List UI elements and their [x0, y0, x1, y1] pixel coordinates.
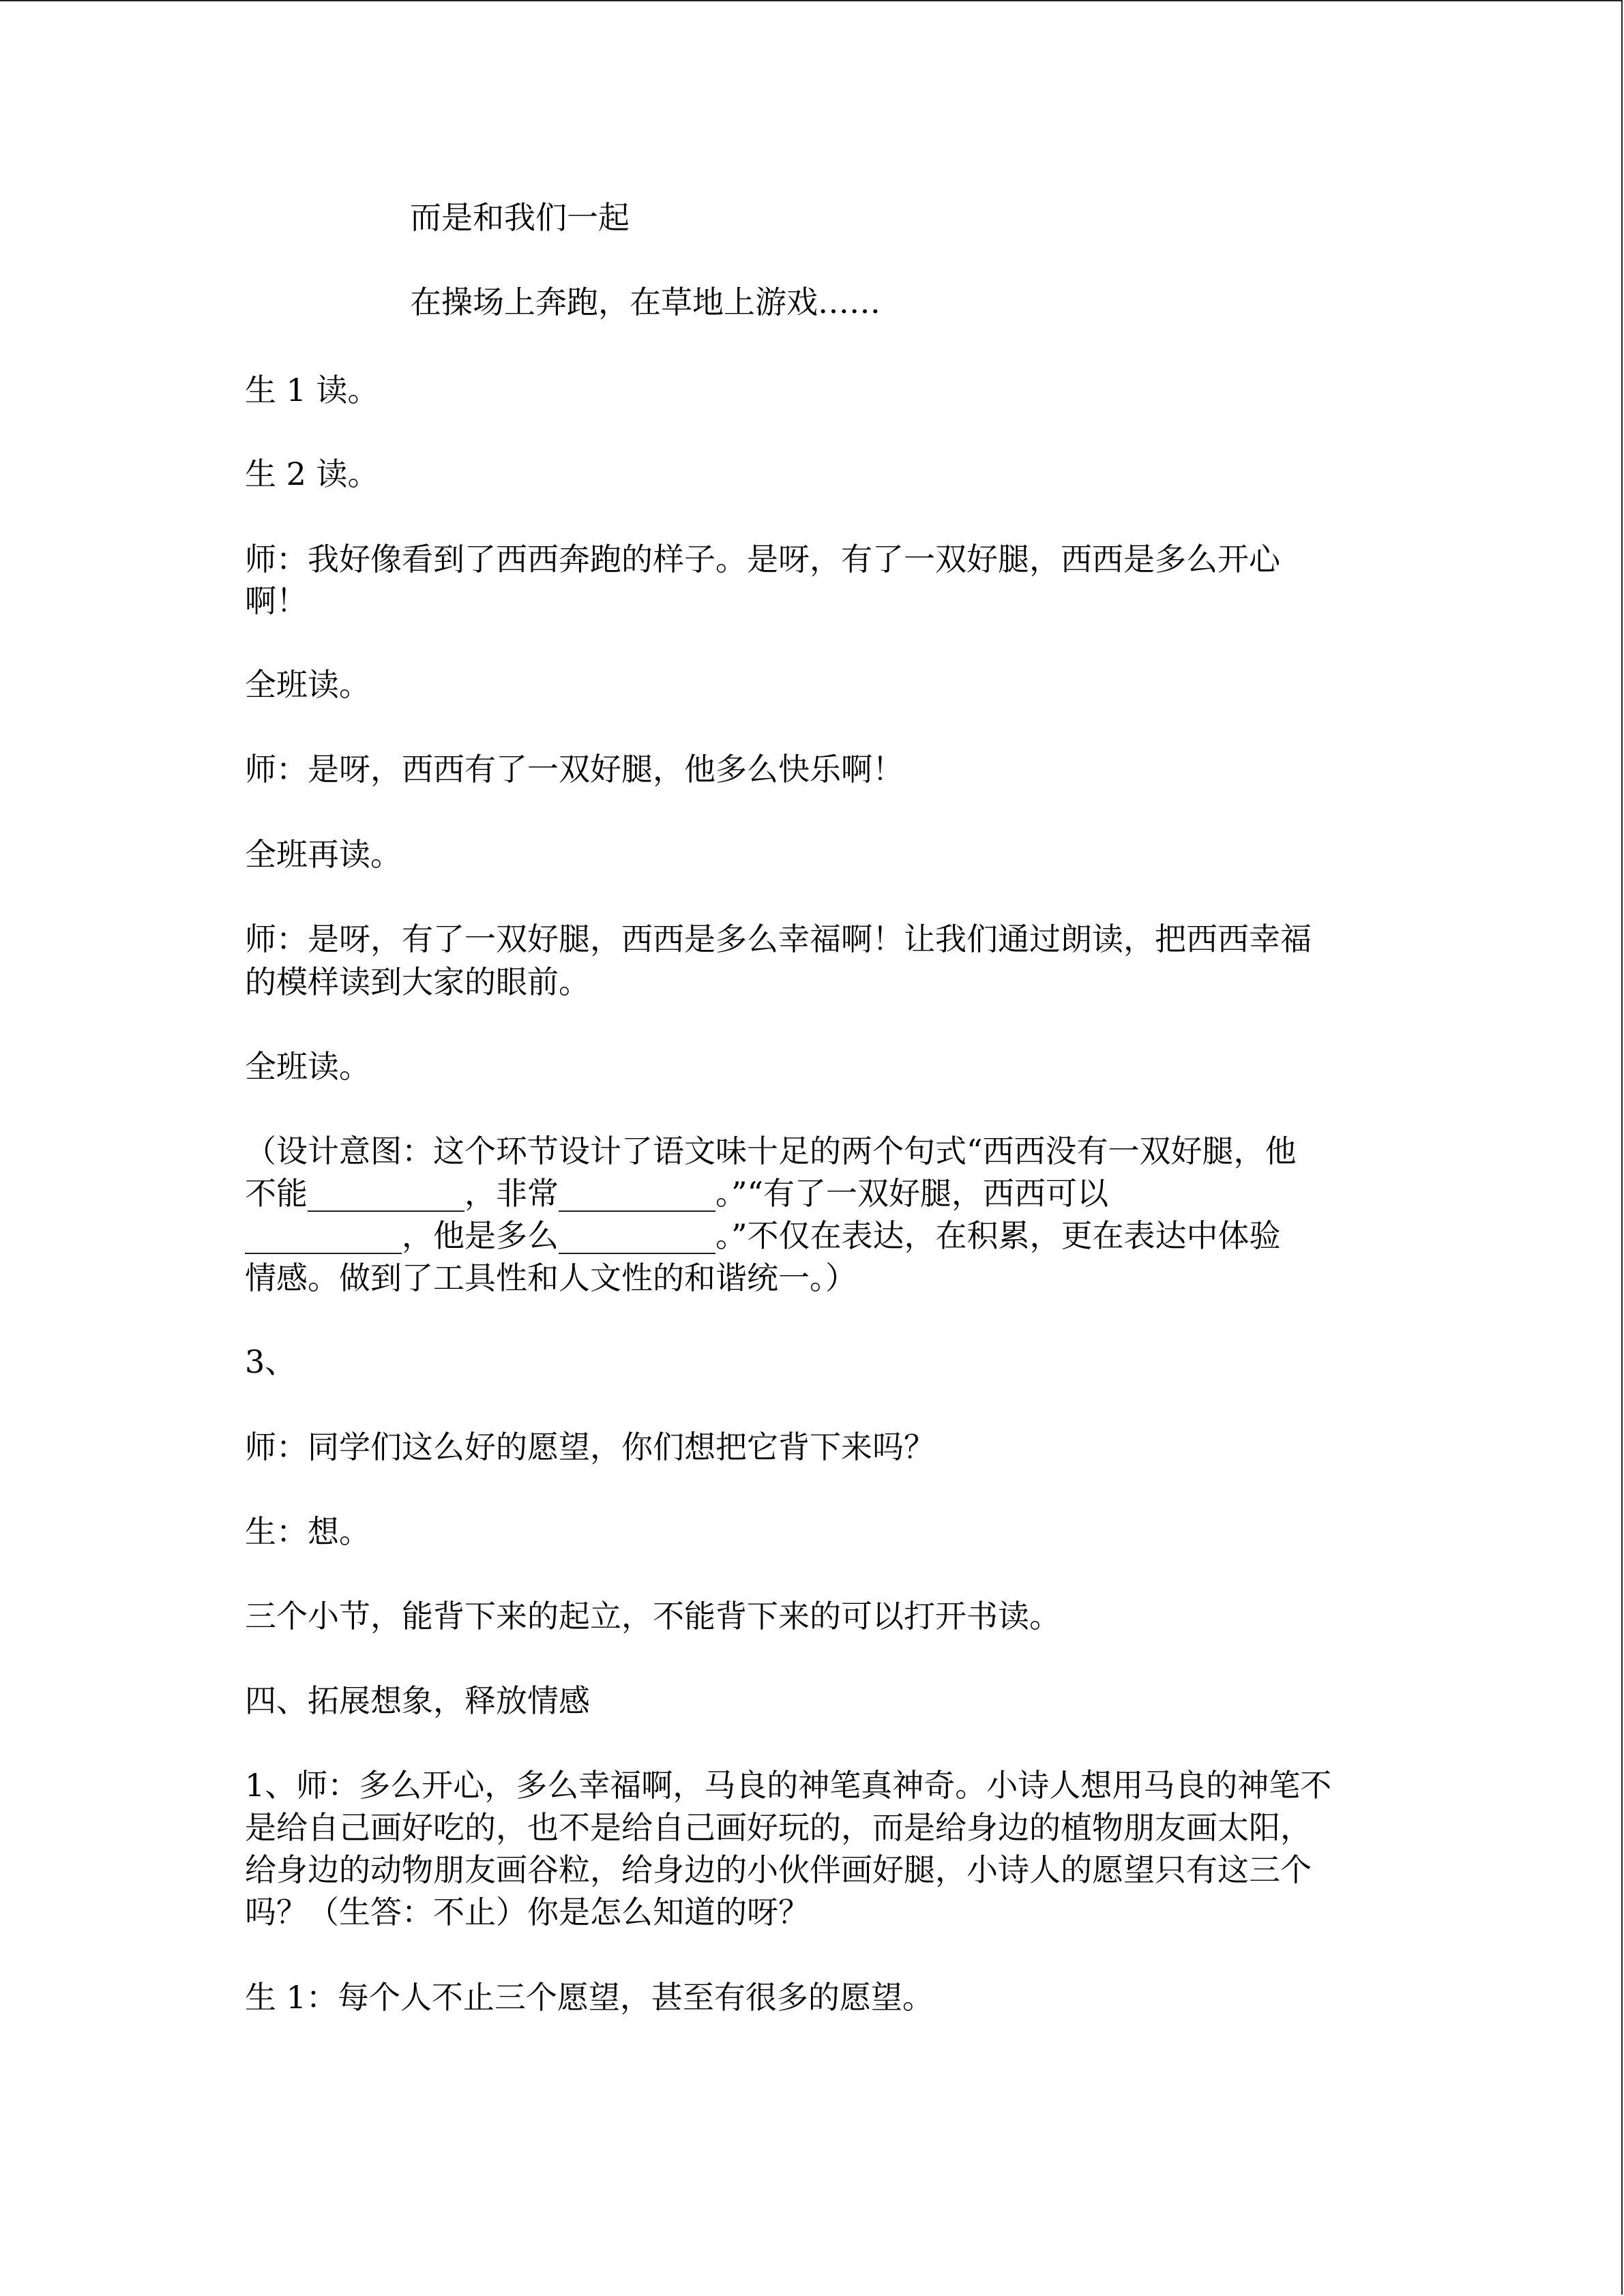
paragraph-line: 全班再读。	[245, 836, 402, 873]
paragraph-line: 的模样读到大家的眼前。	[245, 964, 590, 1000]
paragraph-line: 生 1 读。	[245, 372, 379, 408]
paragraph-line: 师：是呀，有了一双好腿，西西是多么幸福啊！让我们通过朗读，把西西幸福	[245, 921, 1312, 957]
paragraph-line: 师：我好像看到了西西奔跑的样子。是呀，有了一双好腿，西西是多么开心	[245, 541, 1280, 578]
design-intent-line: 不能__________，非常__________。”“有了一双好腿，西西可以	[245, 1175, 1109, 1212]
design-intent-line: 情感。做到了工具性和人文性的和谐统一。）	[245, 1259, 857, 1296]
section-number: 3、	[245, 1343, 297, 1380]
paragraph-line: 师：同学们这么好的愿望，你们想把它背下来吗？	[245, 1429, 935, 1465]
paragraph-line: 啊！	[245, 582, 308, 619]
design-intent-line: __________，他是多么__________。”不仅在表达，在积累，更在表达中体验	[245, 1217, 1281, 1254]
paragraph-line: 是给自己画好吃的，也不是给自己画好玩的，而是给身边的植物朋友画太阳，	[245, 1809, 1312, 1846]
paragraph-line: 给身边的动物朋友画谷粒，给身边的小伙伴画好腿，小诗人的愿望只有这三个	[245, 1851, 1312, 1888]
paragraph-line: 生 1：每个人不止三个愿望，甚至有很多的愿望。	[245, 1979, 934, 2016]
paragraph-line: 三个小节，能背下来的起立，不能背下来的可以打开书读。	[245, 1598, 1061, 1635]
poem-line-2: 在操场上奔跑，在草地上游戏……	[410, 284, 881, 320]
poem-line-1: 而是和我们一起	[410, 199, 630, 236]
paragraph-line: 1、师：多么开心，多么幸福啊，马良的神笔真神奇。小诗人想用马良的神笔不	[245, 1767, 1332, 1804]
paragraph-line: 生 2 读。	[245, 456, 379, 492]
paragraph-line: 生：想。	[245, 1513, 370, 1550]
paragraph-line: 全班读。	[245, 666, 370, 703]
design-intent-line: （设计意图：这个环节设计了语文味十足的两个句式“西西没有一双好腿，他	[245, 1133, 1297, 1169]
paragraph-line: 师：是呀，西西有了一双好腿，他多么快乐啊！	[245, 751, 904, 788]
paragraph-line: 吗？（生答：不止）你是怎么知道的呀？	[245, 1894, 810, 1930]
section-heading: 四、拓展想象，释放情感	[245, 1682, 590, 1719]
paragraph-line: 全班读。	[245, 1048, 370, 1085]
